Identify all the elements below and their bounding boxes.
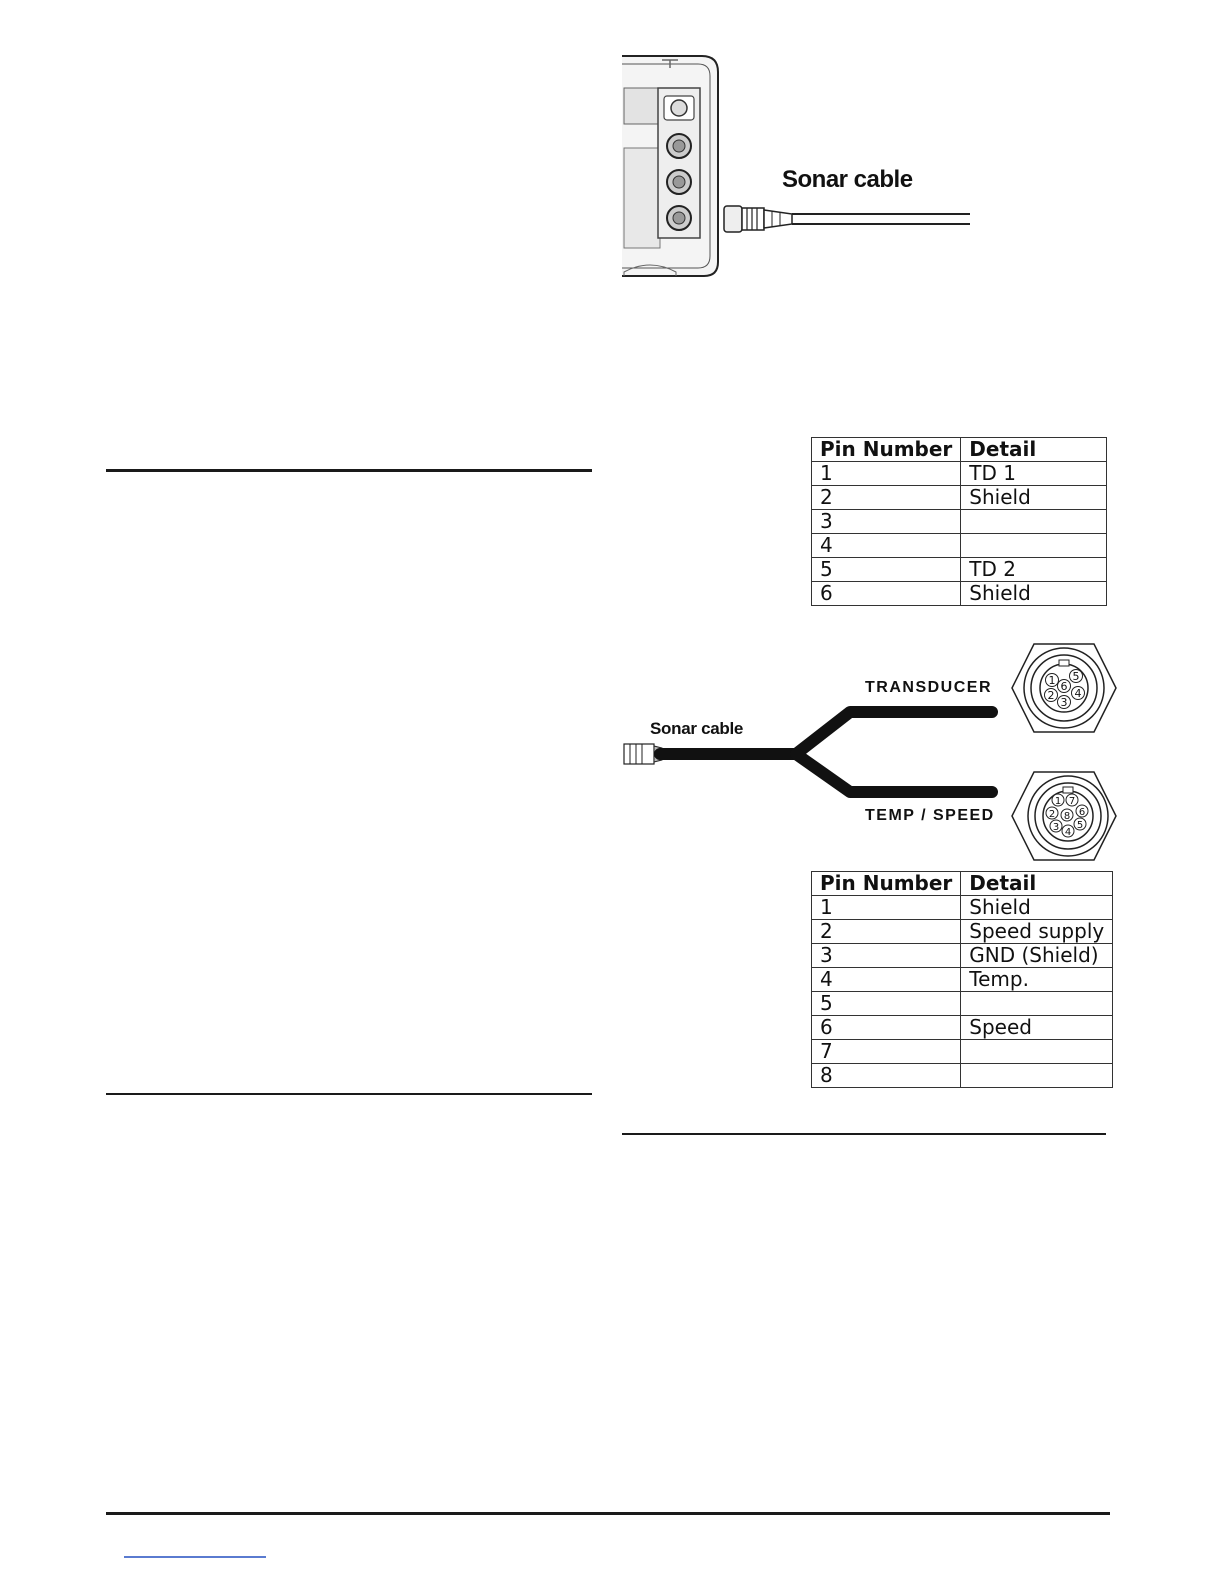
- footer-link-underline[interactable]: [124, 1556, 266, 1558]
- pin-number: 6: [1078, 807, 1086, 818]
- detail-cell: Temp.: [961, 968, 1113, 992]
- pin-cell: 4: [812, 534, 961, 558]
- table-row: [812, 462, 1107, 486]
- pin-cell: 4: [812, 968, 961, 992]
- sonar-cable-label-top: Sonar cable: [782, 166, 913, 193]
- table-header-row: [812, 872, 1113, 896]
- table-row: [812, 486, 1107, 510]
- pin-number: 2: [1047, 689, 1055, 702]
- column-header: Detail: [961, 438, 1107, 462]
- detail-cell: GND (Shield): [961, 944, 1113, 968]
- table-row: [812, 510, 1107, 534]
- detail-cell: Shield: [961, 582, 1107, 606]
- detail-cell: [961, 534, 1107, 558]
- pin-cell: 7: [812, 1040, 961, 1064]
- right-rule: [622, 1133, 1106, 1135]
- table-row: [812, 992, 1113, 1016]
- pin-number: 6: [1060, 680, 1068, 693]
- table-row: [812, 1064, 1113, 1088]
- pin-number: 5: [1076, 820, 1084, 831]
- column-header: Pin Number: [812, 872, 961, 896]
- detail-cell: [961, 1040, 1113, 1064]
- detail-cell: TD 1: [961, 462, 1107, 486]
- detail-cell: Shield: [961, 486, 1107, 510]
- pin-number: 4: [1064, 827, 1072, 838]
- pin-cell: 6: [812, 1016, 961, 1040]
- temp-speed-pin-table: [811, 871, 1113, 1088]
- table-row: [812, 558, 1107, 582]
- pin-cell: 8: [812, 1064, 961, 1088]
- sonar-cable-label: Sonar cable: [650, 719, 744, 738]
- pin-cell: 5: [812, 992, 961, 1016]
- column-header: Pin Number: [812, 438, 961, 462]
- detail-cell: Speed: [961, 1016, 1113, 1040]
- detail-cell: Speed supply: [961, 920, 1113, 944]
- pin-cell: 1: [812, 462, 961, 486]
- transducer-label: TRANSDUCER: [865, 679, 992, 696]
- table-row: [812, 944, 1113, 968]
- detail-cell: [961, 992, 1113, 1016]
- pin-cell: 5: [812, 558, 961, 582]
- pin-cell: 1: [812, 896, 961, 920]
- pin-number: 1: [1054, 796, 1062, 807]
- footer-rule: [106, 1512, 1110, 1515]
- pin-cell: 2: [812, 486, 961, 510]
- pin-cell: 3: [812, 510, 961, 534]
- temp-speed-label: TEMP / SPEED: [865, 807, 995, 824]
- detail-cell: Shield: [961, 896, 1113, 920]
- column-header: Detail: [961, 872, 1113, 896]
- table-header-row: [812, 438, 1107, 462]
- pin-number: 7: [1068, 796, 1076, 807]
- pin-number: 3: [1052, 822, 1060, 833]
- detail-cell: TD 2: [961, 558, 1107, 582]
- pin-cell: 2: [812, 920, 961, 944]
- table-row: [812, 1040, 1113, 1064]
- detail-cell: [961, 510, 1107, 534]
- table-row: [812, 534, 1107, 558]
- pin-number: 5: [1072, 670, 1080, 683]
- pin-number: 8: [1063, 811, 1071, 822]
- table-row: [812, 920, 1113, 944]
- table-row: [812, 582, 1107, 606]
- left-rule-upper: [106, 469, 592, 472]
- pin-number: 2: [1048, 809, 1056, 820]
- pin-number: 1: [1048, 674, 1056, 687]
- table-row: [812, 1016, 1113, 1040]
- detail-cell: [961, 1064, 1113, 1088]
- transducer-pin-table: [811, 437, 1107, 606]
- table-row: [812, 968, 1113, 992]
- split-cable-figure: [620, 636, 1120, 866]
- table-row: [812, 896, 1113, 920]
- pin-cell: 6: [812, 582, 961, 606]
- pin-number: 4: [1074, 687, 1082, 700]
- pin-number: 3: [1060, 696, 1068, 709]
- left-rule-lower: [106, 1093, 592, 1095]
- pin-cell: 3: [812, 944, 961, 968]
